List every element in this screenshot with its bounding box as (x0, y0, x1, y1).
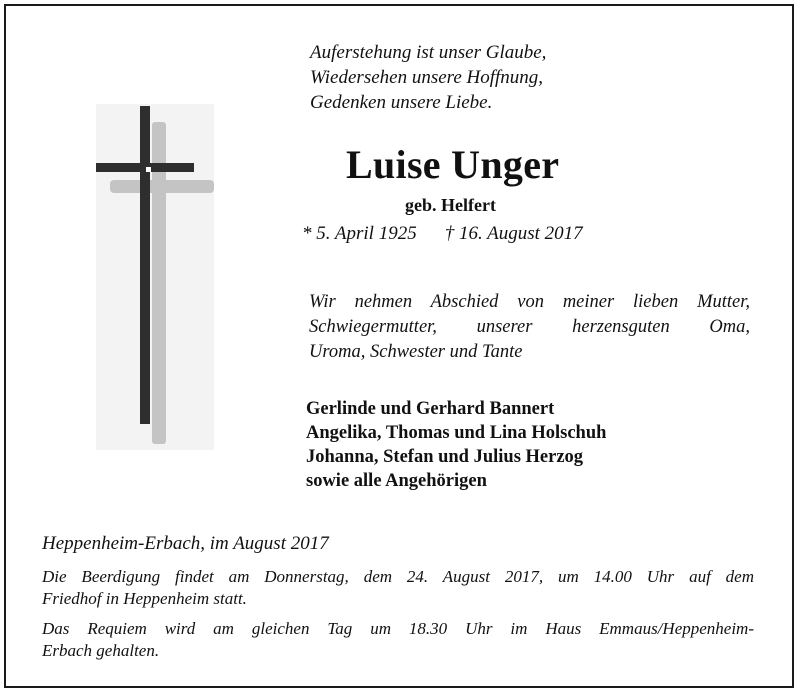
life-dates (302, 222, 583, 246)
notice-line: Das Requiem wird am gleichen Tag um 18.30 Uhr im Haus Emmaus/Heppenheim- (42, 619, 754, 638)
mourner-line: Gerlinde und Gerhard Bannert (306, 399, 555, 419)
mourner-line: Angelika, Thomas und Lina Holschuh (306, 423, 607, 443)
motto-line: Wiedersehen unsere Hoffnung, (310, 67, 544, 88)
requiem-notice (42, 618, 754, 662)
notice-line: Erbach gehalten. (42, 641, 160, 660)
death-date: † 16. August 2017 (444, 223, 583, 244)
motto-verse (310, 40, 546, 115)
mourners-list (306, 397, 606, 493)
birth-date: * 5. April 1925 (302, 223, 417, 244)
farewell-line: Wir nehmen Abschied von meiner lieben Mutter, (309, 292, 750, 312)
notice-line: Friedhof in Heppenheim statt. (42, 589, 247, 608)
funeral-notice (42, 566, 754, 610)
farewell-text (309, 290, 750, 365)
deceased-name: Luise Unger (346, 142, 560, 187)
farewell-line: Uroma, Schwester und Tante (309, 342, 523, 362)
maiden-name: geb. Helfert (405, 195, 496, 215)
motto-line: Auferstehung ist unser Glaube, (310, 42, 547, 63)
motto-line: Gedenken unsere Liebe. (310, 92, 493, 113)
mourner-line: sowie alle Angehörigen (306, 471, 487, 491)
farewell-line: Schwiegermutter, unserer herzensguten Oma, (309, 317, 750, 337)
mourner-line: Johanna, Stefan und Julius Herzog (306, 447, 584, 467)
place-date: Heppenheim-Erbach, im August 2017 (42, 533, 329, 554)
notice-line: Die Beerdigung findet am Donnerstag, dem 24. August 2017, um 14.00 Uhr auf dem (42, 567, 754, 586)
cross-icon (96, 104, 214, 450)
